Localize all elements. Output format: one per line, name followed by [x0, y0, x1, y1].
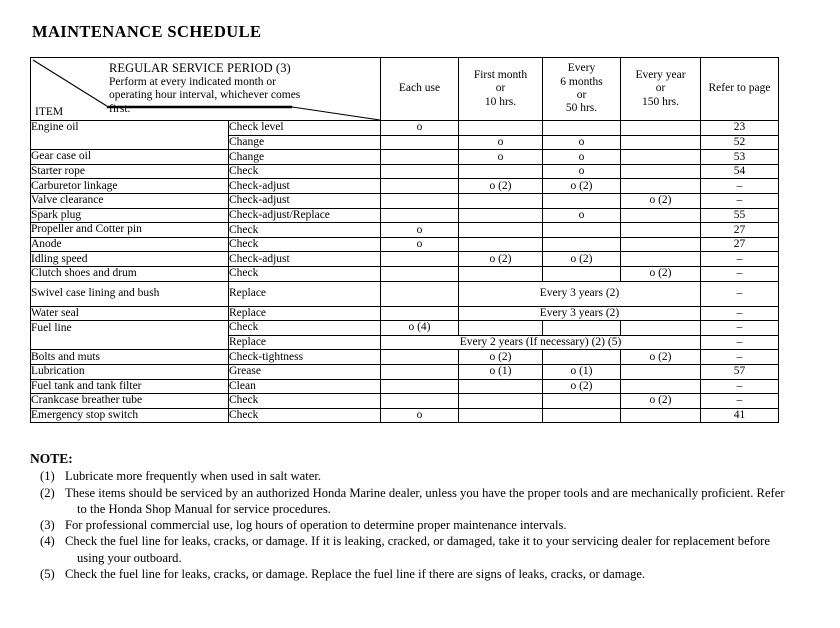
table-row	[31, 208, 779, 223]
cell-every-year: o (2)	[621, 266, 701, 281]
cell-every-year	[621, 223, 701, 238]
cell-every-year	[621, 379, 701, 394]
cell-refer-to-page: –	[701, 193, 779, 208]
cell-span-interval: Every 2 years (If necessary) (2) (5)	[381, 335, 701, 350]
table-row	[31, 350, 779, 365]
cell-refer-to-page: 57	[701, 364, 779, 379]
cell-every-year	[621, 135, 701, 150]
cell-item: Carburetor linkage	[31, 179, 229, 194]
notes-title: NOTE:	[30, 451, 73, 466]
note-text-main: Check the fuel line for leaks, cracks, or damage. Replace the fuel line if there are signs of leaks, cracks, or damage.	[65, 566, 646, 581]
cell-first-month	[459, 379, 543, 394]
cell-every-year	[621, 121, 701, 136]
cell-each-use	[381, 306, 459, 321]
regular-service-period-title: REGULAR SERVICE PERIOD (3)	[109, 61, 291, 75]
cell-item: Water seal	[31, 306, 229, 321]
table-row	[31, 135, 779, 150]
note-text	[65, 566, 820, 582]
note-item	[30, 485, 820, 517]
cell-span-interval: Every 3 years (2)	[459, 306, 701, 321]
regular-service-period-line2: operating hour interval, whichever comes	[109, 89, 301, 102]
cell-every-year	[621, 237, 701, 252]
cell-first-month	[459, 266, 543, 281]
table-row	[31, 364, 779, 379]
note-number: (1)	[40, 469, 55, 484]
cell-every-year: o (2)	[621, 394, 701, 409]
cell-task: Replace	[229, 335, 381, 350]
cell-task: Check level	[229, 121, 381, 136]
cell-each-use	[381, 394, 459, 409]
cell-refer-to-page: –	[701, 335, 779, 350]
cell-six-months	[543, 266, 621, 281]
table-row	[31, 321, 779, 336]
cell-task: Check-adjust	[229, 179, 381, 194]
cell-first-month: o	[459, 150, 543, 165]
note-item	[30, 566, 820, 582]
cell-item	[31, 335, 229, 350]
cell-first-month	[459, 193, 543, 208]
notes-section	[30, 450, 820, 582]
cell-each-use	[381, 350, 459, 365]
cell-each-use	[381, 266, 459, 281]
cell-each-use	[381, 164, 459, 179]
cell-refer-to-page: –	[701, 350, 779, 365]
cell-six-months	[543, 193, 621, 208]
cell-refer-to-page: –	[701, 306, 779, 321]
cell-six-months: o (2)	[543, 379, 621, 394]
cell-every-year	[621, 364, 701, 379]
cell-refer-to-page: –	[701, 281, 779, 306]
cell-six-months	[543, 121, 621, 136]
cell-item: Valve clearance	[31, 193, 229, 208]
cell-first-month: o (2)	[459, 179, 543, 194]
cell-task: Check-adjust	[229, 193, 381, 208]
cell-six-months	[543, 394, 621, 409]
cell-six-months: o	[543, 150, 621, 165]
note-number: (5)	[40, 566, 55, 581]
cell-six-months: o	[543, 135, 621, 150]
cell-first-month	[459, 164, 543, 179]
cell-task: Check	[229, 394, 381, 409]
table-row	[31, 223, 779, 238]
cell-item: Spark plug	[31, 208, 229, 223]
cell-refer-to-page: 54	[701, 164, 779, 179]
table-row	[31, 281, 779, 306]
cell-item: Propeller and Cotter pin	[31, 223, 229, 238]
note-text	[65, 517, 820, 533]
column-header-six-months: Every 6 months or 50 hrs.	[543, 58, 621, 121]
note-text-main: Check the fuel line for leaks, cracks, or damage. If it is leaking, cracked, or damaged, take it to your servicing dealer for replacement before	[65, 534, 770, 549]
table-row	[31, 179, 779, 194]
table-row	[31, 164, 779, 179]
cell-item: Fuel tank and tank filter	[31, 379, 229, 394]
cell-item: Lubrication	[31, 364, 229, 379]
cell-each-use	[381, 150, 459, 165]
cell-refer-to-page: 27	[701, 237, 779, 252]
cell-task: Check	[229, 408, 381, 423]
cell-task: Change	[229, 150, 381, 165]
cell-six-months	[543, 223, 621, 238]
regular-service-period-line1: Perform at every indicated month or	[109, 75, 277, 88]
cell-task: Check	[229, 266, 381, 281]
table-row	[31, 306, 779, 321]
cell-six-months	[543, 350, 621, 365]
cell-task: Replace	[229, 281, 381, 306]
note-text-continuation: to the Honda Shop Manual for service procedures.	[77, 501, 331, 516]
cell-task: Check	[229, 321, 381, 336]
cell-six-months: o (1)	[543, 364, 621, 379]
maintenance-schedule-table	[30, 57, 778, 423]
cell-each-use: o	[381, 408, 459, 423]
column-header-first-month: First month or 10 hrs.	[459, 58, 543, 121]
cell-task: Check-tightness	[229, 350, 381, 365]
column-header-every-year: Every year or 150 hrs.	[621, 58, 701, 121]
cell-refer-to-page: 53	[701, 150, 779, 165]
cell-each-use: o	[381, 223, 459, 238]
note-item	[30, 517, 820, 533]
item-column-label: ITEM	[35, 106, 64, 119]
note-number: (3)	[40, 518, 55, 533]
cell-item: Emergency stop switch	[31, 408, 229, 423]
cell-every-year	[621, 164, 701, 179]
cell-task: Check-adjust	[229, 252, 381, 267]
table-row	[31, 266, 779, 281]
cell-item: Clutch shoes and drum	[31, 266, 229, 281]
cell-each-use	[381, 208, 459, 223]
cell-task: Replace	[229, 306, 381, 321]
cell-first-month: o	[459, 135, 543, 150]
note-number: (2)	[40, 485, 55, 500]
cell-each-use: o	[381, 121, 459, 136]
note-text-main: For professional commercial use, log hours of operation to determine proper maintenance intervals.	[65, 518, 567, 533]
cell-six-months: o	[543, 208, 621, 223]
cell-first-month	[459, 408, 543, 423]
table-row	[31, 335, 779, 350]
cell-every-year	[621, 252, 701, 267]
column-header-refer-to-page: Refer to page	[701, 58, 779, 121]
cell-first-month: o (2)	[459, 252, 543, 267]
cell-each-use	[381, 179, 459, 194]
note-item	[30, 533, 820, 565]
cell-task: Check	[229, 223, 381, 238]
cell-task: Check	[229, 237, 381, 252]
cell-every-year	[621, 321, 701, 336]
cell-each-use	[381, 252, 459, 267]
cell-item: Swivel case lining and bush	[31, 281, 229, 306]
cell-refer-to-page: 55	[701, 208, 779, 223]
cell-first-month	[459, 121, 543, 136]
cell-task: Check-adjust/Replace	[229, 208, 381, 223]
table-row	[31, 408, 779, 423]
cell-every-year	[621, 150, 701, 165]
cell-first-month	[459, 223, 543, 238]
note-number: (4)	[40, 534, 55, 549]
cell-every-year: o (2)	[621, 350, 701, 365]
cell-item: Engine oil	[31, 121, 229, 136]
cell-refer-to-page: 23	[701, 121, 779, 136]
cell-task: Clean	[229, 379, 381, 394]
cell-each-use	[381, 281, 459, 306]
cell-item: Idling speed	[31, 252, 229, 267]
cell-refer-to-page: 27	[701, 223, 779, 238]
cell-first-month: o (2)	[459, 350, 543, 365]
cell-refer-to-page: –	[701, 321, 779, 336]
page-title: MAINTENANCE SCHEDULE	[32, 22, 262, 41]
cell-item: Starter rope	[31, 164, 229, 179]
table-body	[31, 121, 779, 423]
note-text	[65, 533, 820, 565]
cell-span-interval: Every 3 years (2)	[459, 281, 701, 306]
cell-first-month	[459, 321, 543, 336]
cell-each-use	[381, 364, 459, 379]
table-row	[31, 237, 779, 252]
cell-refer-to-page: –	[701, 179, 779, 194]
note-text-main: Lubricate more frequently when used in salt water.	[65, 469, 321, 484]
cell-item	[31, 135, 229, 150]
note-text-continuation: using your outboard.	[77, 550, 182, 565]
table-row	[31, 121, 779, 136]
regular-service-period-line3: first.	[109, 102, 131, 115]
cell-each-use	[381, 135, 459, 150]
cell-refer-to-page: –	[701, 266, 779, 281]
cell-six-months: o (2)	[543, 179, 621, 194]
cell-refer-to-page: –	[701, 252, 779, 267]
cell-six-months	[543, 408, 621, 423]
table-row	[31, 394, 779, 409]
cell-task: Check	[229, 164, 381, 179]
regular-service-period-block	[109, 61, 377, 116]
column-header-each-use: Each use	[381, 58, 459, 121]
cell-first-month	[459, 237, 543, 252]
cell-every-year	[621, 408, 701, 423]
cell-item: Bolts and muts	[31, 350, 229, 365]
cell-refer-to-page: 41	[701, 408, 779, 423]
cell-first-month	[459, 208, 543, 223]
cell-item: Crankcase breather tube	[31, 394, 229, 409]
table-row	[31, 193, 779, 208]
cell-each-use: o (4)	[381, 321, 459, 336]
cell-six-months	[543, 321, 621, 336]
cell-six-months: o	[543, 164, 621, 179]
cell-task: Change	[229, 135, 381, 150]
cell-each-use	[381, 379, 459, 394]
table-row	[31, 150, 779, 165]
note-text	[65, 485, 820, 517]
cell-refer-to-page: –	[701, 394, 779, 409]
cell-first-month	[459, 394, 543, 409]
header-corner-cell	[31, 58, 381, 121]
cell-every-year	[621, 208, 701, 223]
cell-task: Grease	[229, 364, 381, 379]
cell-item: Gear case oil	[31, 150, 229, 165]
cell-item: Fuel line	[31, 321, 229, 336]
cell-item: Anode	[31, 237, 229, 252]
table-header-row	[31, 58, 779, 121]
notes-list	[30, 468, 820, 582]
note-item	[30, 468, 820, 484]
cell-every-year: o (2)	[621, 193, 701, 208]
note-text-main: These items should be serviced by an authorized Honda Marine dealer, unless you have the proper tools and are mechanically proficient. Refer	[65, 485, 785, 500]
cell-each-use	[381, 193, 459, 208]
cell-first-month: o (1)	[459, 364, 543, 379]
cell-every-year	[621, 179, 701, 194]
table-row	[31, 252, 779, 267]
cell-each-use: o	[381, 237, 459, 252]
table-row	[31, 379, 779, 394]
note-text	[65, 468, 820, 484]
cell-six-months	[543, 237, 621, 252]
cell-refer-to-page: –	[701, 379, 779, 394]
cell-refer-to-page: 52	[701, 135, 779, 150]
cell-six-months: o (2)	[543, 252, 621, 267]
